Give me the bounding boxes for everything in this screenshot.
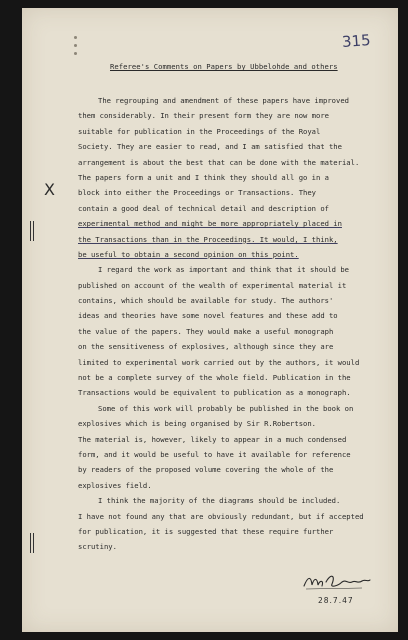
text-line: contains, which should be available for study. The authors' [78,296,334,306]
text-line: The papers form a unit and I think they should all go in a [78,172,329,182]
text-line: form, and it would be useful to have it available for reference [78,449,351,459]
text-line: the value of the papers. They would make a useful monograph [78,326,334,336]
text-line: not be a complete survey of the whole field. Publication in the [78,373,351,383]
text-line: Some of this work will probably be published in the book on [98,403,354,413]
text-line: them considerably. In their present form they are now more [78,111,329,121]
text-line: explosives field. [78,480,152,490]
margin-double-bar-mark [30,533,35,553]
text-line: published on account of the wealth of experimental material it [78,280,347,290]
text-line: suitable for publication in the Proceedings of the Royal [78,126,321,136]
text-line-underlined: the Transactions than in the Proceedings. It would, I think, [78,234,338,244]
handwritten-signature [302,570,372,592]
text-line: explosives which is being organised by Sir R.Robertson. [78,419,316,429]
text-line: ideas and theories have some novel features and these add to [78,311,338,321]
text-line: contain a good deal of technical detail and description of [78,203,329,213]
text-line: arrangement is about the best that can be done with the material. [78,157,360,167]
text-line: The regrouping and amendment of these papers have improved [98,96,349,105]
margin-double-bar-mark [30,221,35,241]
folio-number: 315 [341,31,372,51]
margin-x-mark: X [44,180,55,199]
text-line: I think the majority of the diagrams should be included. [98,496,341,506]
text-line-underlined: be useful to obtain a second opinion on this point. [78,249,299,259]
text-line: The material is, however, likely to appear in a much condensed [78,434,347,444]
text-line: scrutiny. [78,542,117,552]
text-line: limited to experimental work carried out by the authors, it would [78,357,360,367]
text-line: block into either the Proceedings or Transactions. They [78,188,316,198]
text-line: for publication, it is suggested that these require further [78,526,334,536]
text-line: on the sensitiveness of explosives, although since they are [78,342,334,352]
text-line: by readers of the proposed volume covering the whole of the [78,465,334,475]
text-line: I regard the work as important and think that it should be [98,265,349,275]
document-title: Referee's Comments on Papers by Ubbelohde and others [110,62,338,71]
text-line: Society. They are easier to read, and I am satisfied that the [78,142,342,152]
document-body [78,93,394,555]
text-line: I have not found any that are obviously redundant, but if accepted [78,511,364,521]
text-line: Transactions would be equivalent to publication as a monograph. [78,388,351,398]
text-line-underlined: experimental method and might be more appropriately placed in [78,219,342,229]
document-date: 28.7.47 [318,596,354,605]
